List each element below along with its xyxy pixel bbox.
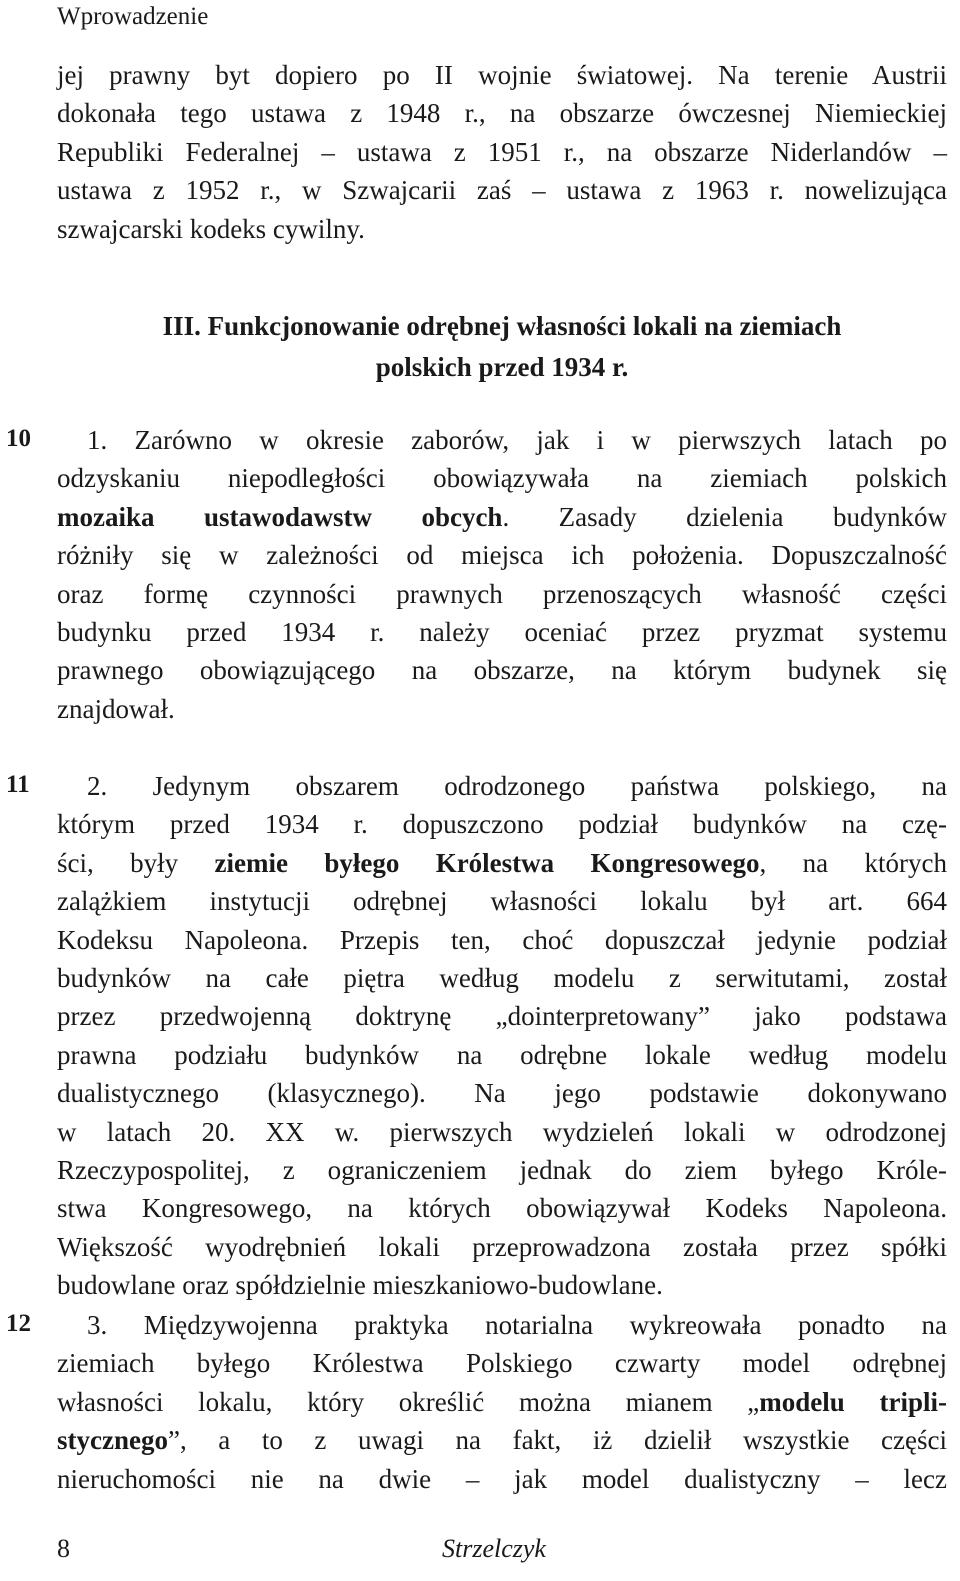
- text-line: dualistycznego (klasycznego). Na jego podstawie dokonywano: [57, 1078, 947, 1109]
- paragraph-11: [57, 767, 947, 1304]
- text-line: [57, 1383, 947, 1421]
- text-fragment: . Zasady dzielenia budynków: [502, 501, 947, 532]
- text-line: ziemiach byłego Królestwa Polskiego czwarty model odrębnej: [57, 1348, 947, 1379]
- bold-phrase: mozaika ustawodawstw obcych: [57, 501, 503, 532]
- section-heading-line: polskich przed 1934 r.: [375, 352, 629, 382]
- paragraph-10: [57, 421, 947, 728]
- text-line: szwajcarski kodeks cywilny.: [57, 213, 365, 244]
- text-line: oraz formę czynności prawnych przenoszących własność części: [57, 578, 947, 609]
- text-line: Republiki Federalnej – ustawa z 1951 r., na obszarze Niderlandów –: [57, 136, 947, 167]
- text-line: odzyskaniu niepodległości obowiązywała na ziemiach polskich: [57, 463, 947, 494]
- page-number: 8: [57, 1534, 70, 1563]
- text-line: [57, 844, 947, 882]
- paragraph-12: [57, 1306, 947, 1498]
- text-line: dokonała tego ustawa z 1948 r., na obszarze ówczesnej Niemieckiej: [57, 98, 947, 129]
- bold-phrase: ziemie byłego Królestwa Kongresowego: [214, 847, 760, 878]
- text-line: różniły się w zależności od miejsca ich położenia. Dopuszczalność: [57, 540, 947, 571]
- margin-number: 11: [6, 771, 30, 798]
- text-line: 1. Zarówno w okresie zaborów, jak i w pierwszych latach po: [87, 425, 947, 455]
- text-line: Większość wyodrębnień lokali przeprowadzona została przez spółki: [57, 1231, 947, 1262]
- text-line: budowlane oraz spółdzielnie mieszkaniowo-budowlane.: [57, 1270, 663, 1301]
- text-line: [57, 1421, 947, 1459]
- bold-phrase: modelu tripli-: [759, 1386, 947, 1417]
- text-line: budynków na całe piętra według modelu z serwitutami, został: [57, 962, 947, 993]
- author-name: Strzelczyk: [442, 1534, 546, 1563]
- text-line: 3. Międzywojenna praktyka notarialna wykreowała ponadto na: [87, 1310, 947, 1340]
- text-line: prawna podziału budynków na odrębne lokale według modelu: [57, 1039, 947, 1070]
- text-line: zalążkiem instytucji odrębnej własności lokalu był art. 664: [57, 886, 947, 917]
- section-heading: [57, 306, 947, 388]
- section-heading-line: III. Funkcjonowanie odrębnej własności lokali na ziemiach: [162, 311, 842, 341]
- margin-number: 12: [6, 1310, 31, 1337]
- text-line: budynku przed 1934 r. należy oceniać przez pryzmat systemu: [57, 616, 947, 647]
- text-line: nieruchomości nie na dwie – jak model dualistyczny – lecz: [57, 1463, 947, 1494]
- text-line: ustawa z 1952 r., w Szwajcarii zaś – ustawa z 1963 r. nowelizująca: [57, 175, 947, 206]
- text-fragment: własności lokalu, który określić można mianem „: [57, 1386, 760, 1417]
- text-line: Kodeksu Napoleona. Przepis ten, choć dopuszczał jedynie podział: [57, 924, 947, 955]
- margin-number: 10: [6, 425, 31, 452]
- text-line: znajdował.: [57, 693, 175, 724]
- text-line: stwa Kongresowego, na których obowiązywał Kodeks Napoleona.: [57, 1193, 947, 1224]
- text-line: jej prawny byt dopiero po II wojnie światowej. Na terenie Austrii: [57, 60, 947, 90]
- running-head: Wprowadzenie: [57, 3, 209, 30]
- bold-phrase: stycznego: [57, 1425, 168, 1456]
- text-line: 2. Jedynym obszarem odrodzonego państwa polskiego, na: [87, 771, 947, 801]
- text-fragment: ści, były: [57, 847, 215, 878]
- text-line: w latach 20. XX w. pierwszych wydzieleń lokali w odrodzonej: [57, 1116, 947, 1147]
- text-line: Rzeczypospolitej, z ograniczeniem jednak do ziem byłego Króle-: [57, 1154, 947, 1185]
- text-line: przez przedwojenną doktrynę „dointerpretowany” jako podstawa: [57, 1001, 947, 1032]
- intro-paragraph: [57, 56, 947, 248]
- text-line: [57, 498, 947, 536]
- text-line: prawnego obowiązującego na obszarze, na którym budynek się: [57, 655, 947, 686]
- text-fragment: ”, a to z uwagi na fakt, iż dzielił wszystkie części: [167, 1425, 947, 1456]
- text-fragment: , na których: [759, 847, 947, 878]
- text-line: którym przed 1934 r. dopuszczono podział budynków na czę-: [57, 809, 947, 840]
